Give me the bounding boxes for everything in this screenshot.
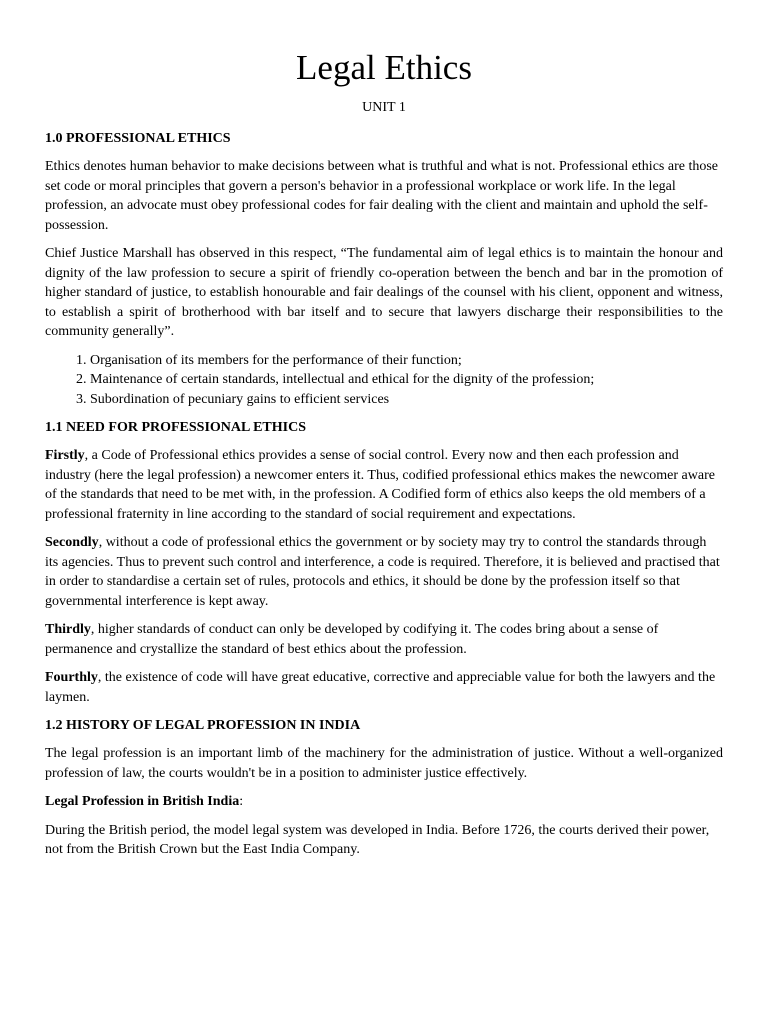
paragraph: Ethics denotes human behavior to make decisions between what is truthful and what is not. Professional ethics are those set code or moral principles that govern a person's behavior in a professional workplace or work life. In the legal profession, an advocate must obey professional codes for fair dealing with the client and maintain and uphold the self-possession. — [45, 159, 719, 233]
subheading-text: Legal Profession in British India — [45, 794, 240, 809]
list-item: 3. Subordination of pecuniary gains to efficient services — [90, 390, 723, 410]
paragraph-secondly — [45, 533, 723, 611]
list-item: 2. Maintenance of certain standards, intellectual and ethical for the dignity of the profession; — [90, 370, 723, 390]
section-heading-history: 1.2 HISTORY OF LEGAL PROFESSION IN INDIA — [45, 718, 361, 733]
paragraph-text: , a Code of Professional ethics provides a sense of social control. Every now and then each profession and industry (here the legal profession) a newcomer enters it. Thus, codified professional ethics makes the newcomer aware of the standards that need to be met with, in the profession. A Codified form of ethics also keeps the old members of a professional fraternity in line according to the standard of social requirement and expectations. — [45, 448, 715, 522]
lead-word: Secondly — [45, 535, 99, 550]
subheading-british-india — [45, 792, 723, 812]
lead-word: Firstly — [45, 448, 85, 463]
paragraph-text: , higher standards of conduct can only be developed by codifying it. The codes bring about a sense of permanence and crystallize the standard of best ethics about the profession. — [45, 622, 659, 657]
paragraph-fourthly — [45, 668, 723, 707]
paragraph-firstly — [45, 446, 723, 524]
paragraph-marshall-quote: Chief Justice Marshall has observed in this respect, “The fundamental aim of legal ethics is to maintain the honour and dignity of the law profession to secure a spirit of friendly co-operation between the bench and bar in the promotion of higher standard of justice, to establish honourable and fair dealings of the counsel with his client, opponent and witness, to establish a spirit of brotherhood with bar itself and to secure that lawyers discharge their responsibilities to the community generally”. — [45, 246, 723, 339]
lead-word: Fourthly — [45, 670, 98, 685]
section-heading-professional-ethics: 1.0 PROFESSIONAL ETHICS — [45, 131, 231, 146]
doc-title: Legal Ethics — [296, 48, 472, 87]
unit-label: UNIT 1 — [362, 100, 406, 115]
paragraph-thirdly — [45, 620, 723, 659]
section-heading-need: 1.1 NEED FOR PROFESSIONAL ETHICS — [45, 420, 306, 435]
lead-word: Thirdly — [45, 622, 91, 637]
paragraph-text: , without a code of professional ethics the government or by society may try to control the standards through its agencies. Thus to prevent such control and interference, a code is required. Therefore, it is believed and practised that in order to standardise a certain set of rules, protocols and ethics, it should be done by the profession itself so that governmental interference is kept away. — [45, 535, 720, 609]
paragraph-text: , the existence of code will have great educative, corrective and appreciable value for both the lawyers and the laymen. — [45, 670, 716, 705]
list-item: 1. Organisation of its members for the performance of their function; — [90, 351, 723, 371]
paragraph: The legal profession is an important limb of the machinery for the administration of justice. Without a well-organized profession of law, the courts wouldn't be in a position to administer justice effectively. — [45, 746, 723, 781]
paragraph: During the British period, the model legal system was developed in India. Before 1726, the courts derived their power, not from the British Crown but the East India Company. — [45, 822, 710, 857]
numbered-list — [45, 351, 723, 410]
subheading-colon: : — [239, 794, 244, 809]
